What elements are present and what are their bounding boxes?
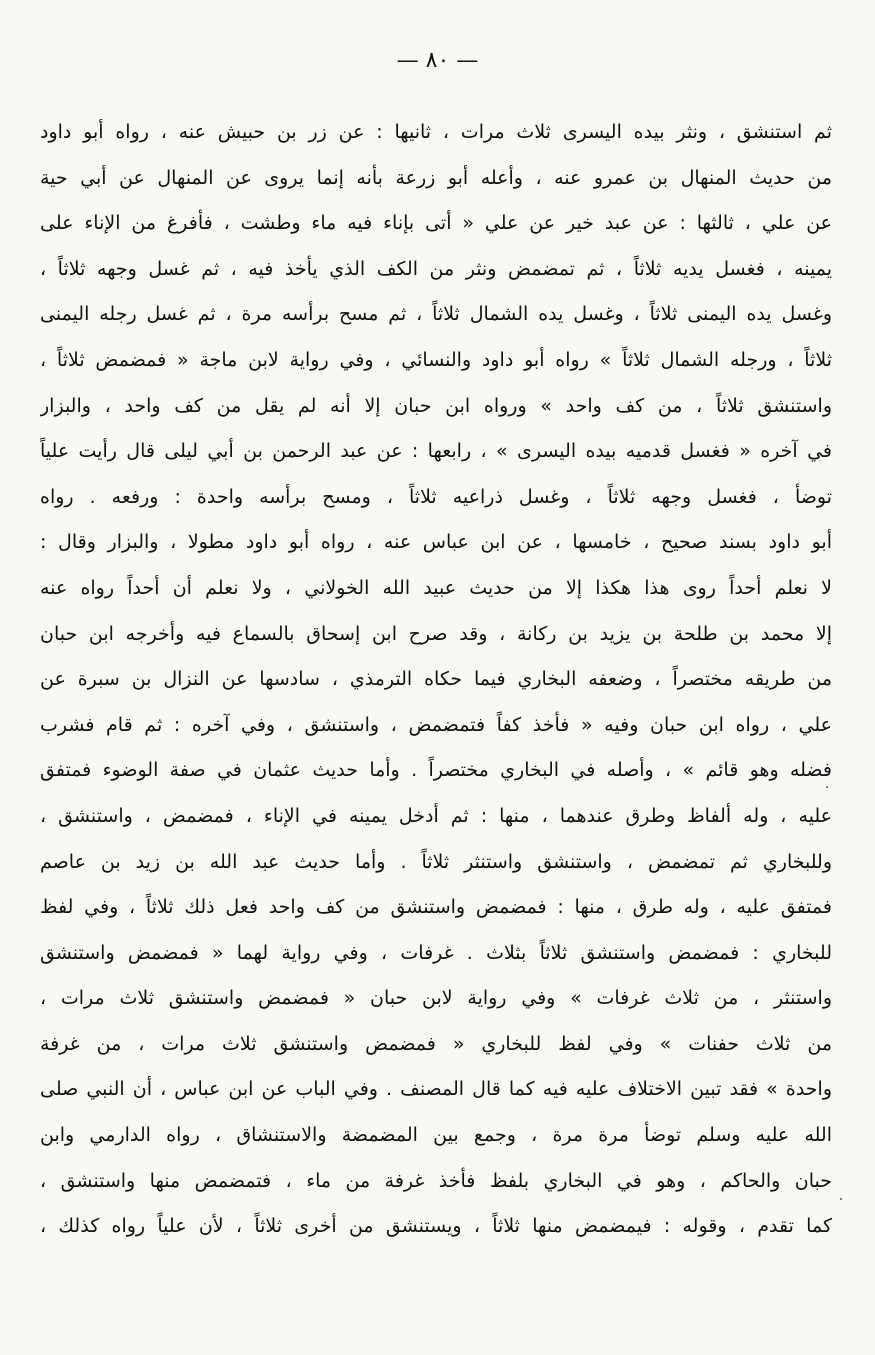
text-line: ثلاثاً ، ورجله الشمال ثلاثاً » رواه أبو داود والنسائي ، وفي رواية لابن ماجة « فمضمض ثلاثاً ،: [40, 348, 832, 371]
text-line: فضله وهو قائم » ، وأصله في البخاري مختصراً . وأما حديث عثمان في صفة الوضوء فمتفق: [40, 759, 832, 782]
page-number: — ٨٠ —: [396, 48, 479, 73]
text-line: من حديث المنهال بن عمرو عنه ، وأعله أبو زرعة بأنه إنما يروى عن المنهال عن أبي حية: [40, 166, 832, 189]
text-line: ثم استنشق ، ونثر بيده اليسرى ثلاث مرات ، ثانيها : عن زر بن حبيش عنه ، رواه أبو داود: [40, 121, 832, 143]
text-line: واستنشق ثلاثاً ، من كف واحد » ورواه ابن حبان إلا أنه لم يقل من كف واحد ، والبزار: [40, 394, 832, 417]
paper-speck: [840, 1198, 842, 1200]
text-line: وللبخاري ثم تمضمض ، واستنشق واستنثر ثلاثاً . وأما حديث عبد الله بن زيد بن عاصم: [40, 850, 832, 873]
text-line: أبو داود بسند صحيح ، خامسها ، عن ابن عباس عنه ، رواه أبو داود مطولا ، والبزار وقال :: [40, 531, 832, 554]
text-line: لا نعلم أحداً روى هذا هكذا إلا من حديث عبيد الله الخولاني ، ولا نعلم أن أحداً رواه عنه: [40, 576, 832, 599]
text-line: وغسل يده اليمنى ثلاثاً ، وغسل يده الشمال ثلاثاً ، ثم مسح برأسه مرة ، ثم غسل رجله اليمنى: [40, 303, 832, 326]
text-line: يمينه ، فغسل يديه ثلاثاً ، ثم تمضمض ونثر من الكف الذي يأخذ فيه ، ثم غسل وجهه ثلاثاً ،: [40, 257, 832, 280]
text-line: علي ، رواه ابن حبان وفيه « فأخذ كفاً فتمضمض ، واستنشق ، وفي آخره : ثم قام فشرب: [40, 713, 832, 736]
page-body-text: [40, 110, 832, 1250]
text-line: واستنثر ، من ثلاث غرفات » وفي رواية لابن حبان « فمضمض واستنشق ثلاث مرات ،: [40, 987, 832, 1010]
paper-speck: [826, 786, 828, 788]
text-line: فمتفق عليه ، وله طرق ، منها : فمضمض واستنشق من كف واحد فعل ذلك ثلاثاً ، وفي لفظ: [40, 896, 832, 919]
text-line: للبخاري : فمضمض واستنشق ثلاثاً بثلاث . غرفات ، وفي رواية لهما « فمضمض واستنشق: [40, 941, 832, 964]
text-line: في آخره « فغسل قدميه بيده اليسرى » ، رابعها : عن عبد الرحمن بن أبي ليلى قال رأيت علياً: [40, 440, 832, 463]
text-line: واحدة » فقد تبين الاختلاف عليه فيه كما قال المصنف . وفي الباب عن ابن عباس ، أن النبي صلى: [40, 1078, 832, 1101]
text-line: عن علي ، ثالثها : عن عبد خير عن علي « أتى بإناء فيه ماء وطشت ، فأفرغ من الإناء على: [40, 212, 832, 235]
text-line: توضأ ، فغسل وجهه ثلاثاً ، وغسل ذراعيه ثلاثاً ، ومسح برأسه واحدة : ورفعه . رواه: [40, 485, 832, 508]
text-line: الله عليه وسلم توضأ مرة مرة ، وجمع بين المضمضة والاستنشاق ، رواه الدارمي وابن: [40, 1124, 832, 1147]
text-line: حبان والحاكم ، وهو في البخاري بلفظ فأخذ غرفة من ماء ، فتمضمض منها واستنشق ،: [40, 1169, 832, 1192]
text-line: من طريقه مختصراً ، وضعفه البخاري فيما حكاه الترمذي ، سادسها عن النزال بن سبرة عن: [40, 668, 832, 691]
text-line: عليه ، وله ألفاظ وطرق عندهما ، منها : ثم أدخل يمينه في الإناء ، فمضمض ، واستنشق ،: [40, 804, 832, 827]
text-line: إلا محمد بن طلحة بن يزيد بن ركانة ، وقد صرح ابن إسحاق بالسماع فيه وأخرجه ابن حبان: [40, 622, 832, 645]
text-line: كما تقدم ، وقوله : فيمضمض منها ثلاثاً ، ويستنشق من أخرى ثلاثاً ، لأن علياً رواه كذلك ،: [40, 1215, 832, 1238]
text-line: من ثلاث حفنات » وفي لفظ للبخاري « فمضمض واستنشق ثلاث مرات ، من غرفة: [40, 1032, 832, 1055]
